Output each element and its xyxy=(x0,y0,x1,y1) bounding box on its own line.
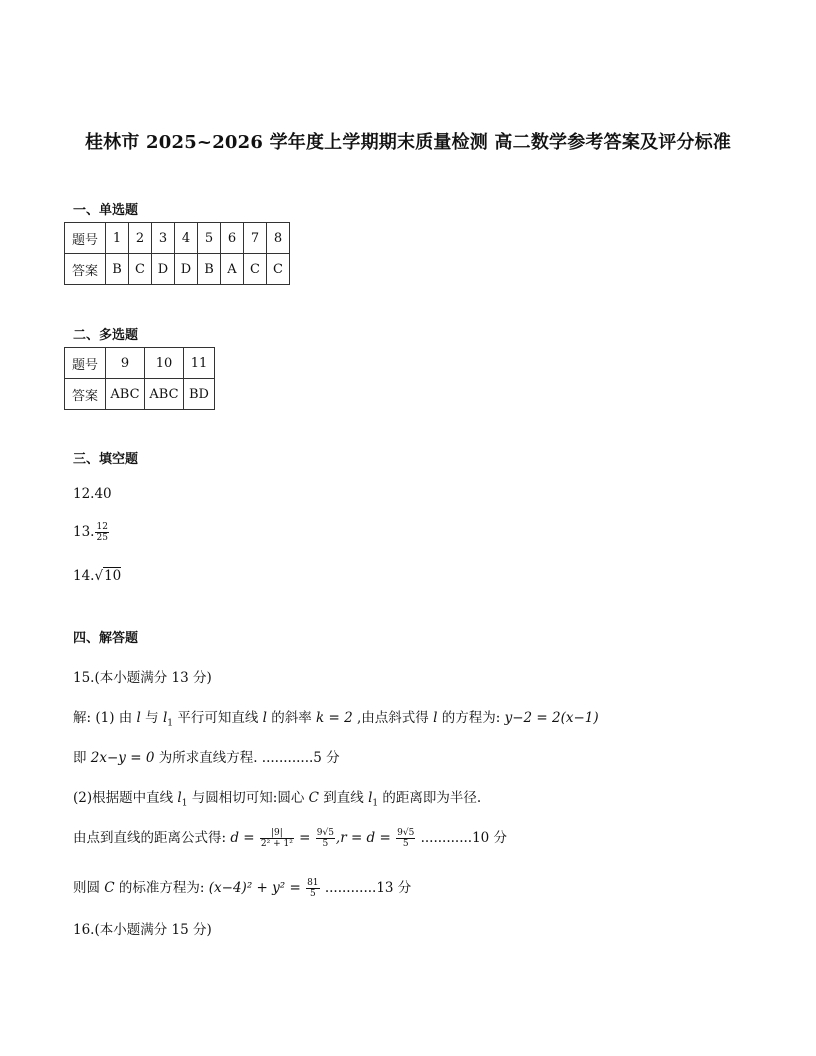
table-cell: 5 xyxy=(198,223,221,254)
denominator: 5 xyxy=(309,889,316,899)
text: ............10 分 xyxy=(416,830,508,846)
answer-12: 12.40 xyxy=(73,486,112,502)
question-16-header: 16.(本小题满分 15 分) xyxy=(73,922,212,938)
table-cell: ABC xyxy=(145,379,184,410)
text: 解: (1) 由 xyxy=(73,710,137,726)
single-choice-table xyxy=(64,222,290,285)
equation: y−2 = 2(x−1) xyxy=(504,710,599,726)
denominator: 5 xyxy=(402,839,409,849)
multi-choice-table xyxy=(64,347,215,410)
table-cell: 6 xyxy=(221,223,244,254)
table-cell: 8 xyxy=(267,223,290,254)
symbol: l xyxy=(368,790,373,806)
subscript: 1 xyxy=(181,798,188,809)
text: 的标准方程为: xyxy=(114,880,209,896)
table-cell: BD xyxy=(184,379,215,410)
table-cell: B xyxy=(198,254,221,285)
table-cell: D xyxy=(152,254,175,285)
numerator: 9√5 xyxy=(397,828,415,838)
text: 与圆相切可知:圆心 xyxy=(187,790,309,806)
table-cell: 4 xyxy=(175,223,198,254)
table-cell: 7 xyxy=(244,223,267,254)
table-cell: ABC xyxy=(106,379,145,410)
table-cell: 答案 xyxy=(65,379,106,410)
fraction xyxy=(396,828,415,849)
symbol: l xyxy=(136,710,141,726)
denominator: 5 xyxy=(322,839,329,849)
table-cell: C xyxy=(267,254,290,285)
subscript: 1 xyxy=(372,798,379,809)
section-fill-blank: 三、填空题 xyxy=(73,452,139,467)
table-cell: C xyxy=(129,254,152,285)
symbol: C xyxy=(308,790,319,806)
equation: d = xyxy=(230,830,259,846)
symbol: l xyxy=(433,710,438,726)
solution-15-line-3 xyxy=(73,786,481,809)
section-single-choice: 一、单选题 xyxy=(73,203,139,218)
text: 的方程为: xyxy=(437,710,505,726)
text: 的斜率 xyxy=(266,710,317,726)
table-cell: 10 xyxy=(145,348,184,379)
table-cell: C xyxy=(244,254,267,285)
page-title: 桂林市 2025~2026 学年度上学期期末质量检测 高二数学参考答案及评分标准 xyxy=(84,132,732,153)
solution-15-line-2 xyxy=(73,746,340,766)
table-cell: 1 xyxy=(106,223,129,254)
text: ,由点斜式得 xyxy=(352,710,434,726)
table-cell: B xyxy=(106,254,129,285)
table-row xyxy=(65,254,290,285)
text: 平行可知直线 xyxy=(173,710,263,726)
sqrt-sign: √ xyxy=(94,568,104,584)
question-15-header: 15.(本小题满分 13 分) xyxy=(73,670,212,686)
numerator: 81 xyxy=(307,878,319,888)
text: 为所求直线方程. ............5 分 xyxy=(154,750,340,766)
table-cell: 11 xyxy=(184,348,215,379)
section-solutions: 四、解答题 xyxy=(73,631,139,646)
answer-13-prefix: 13. xyxy=(73,524,95,540)
text: 到直线 xyxy=(318,790,369,806)
equation: 2x−y = 0 xyxy=(90,750,155,766)
text: 的距离即为半径. xyxy=(378,790,482,806)
table-cell: 题号 xyxy=(65,348,106,379)
text: 由点到直线的距离公式得: xyxy=(73,830,231,846)
fraction xyxy=(260,828,294,849)
text: ............13 分 xyxy=(320,880,412,896)
solution-15-line-4 xyxy=(73,826,507,849)
symbol: C xyxy=(104,880,115,896)
table-cell: 答案 xyxy=(65,254,106,285)
fraction xyxy=(306,878,319,899)
section-multi-choice: 二、多选题 xyxy=(73,328,139,343)
subscript: 1 xyxy=(167,718,174,729)
numerator: 9√5 xyxy=(316,828,334,838)
solution-15-line-5 xyxy=(73,876,411,899)
answer-14 xyxy=(73,568,121,584)
table-row xyxy=(65,379,215,410)
equation: = xyxy=(294,830,315,846)
answer-14-prefix: 14. xyxy=(73,568,95,584)
equation: k = 2 xyxy=(316,710,353,726)
fraction xyxy=(316,828,335,849)
text: 则圆 xyxy=(73,880,105,896)
radicand: 10 xyxy=(104,568,122,584)
text: (2)根据题中直线 xyxy=(73,790,178,806)
denominator: 2² + 1² xyxy=(260,839,293,849)
table-cell: 题号 xyxy=(65,223,106,254)
text: 与 xyxy=(140,710,163,726)
table-cell: 2 xyxy=(129,223,152,254)
table-cell: D xyxy=(175,254,198,285)
numerator: 12 xyxy=(96,522,108,532)
table-cell: A xyxy=(221,254,244,285)
equation: ,r = d = xyxy=(335,830,396,846)
denominator: 25 xyxy=(96,533,108,543)
text: 即 xyxy=(73,750,91,766)
table-row xyxy=(65,348,215,379)
solution-15-line-1 xyxy=(73,706,599,729)
equation: (x−4)² + y² = xyxy=(208,880,306,896)
table-row xyxy=(65,223,290,254)
symbol: l xyxy=(162,710,168,726)
numerator: |9| xyxy=(260,828,294,839)
symbol: l xyxy=(262,710,267,726)
table-cell: 3 xyxy=(152,223,175,254)
answer-13 xyxy=(73,522,110,543)
table-cell: 9 xyxy=(106,348,145,379)
fraction xyxy=(95,522,108,543)
symbol: l xyxy=(177,790,182,806)
